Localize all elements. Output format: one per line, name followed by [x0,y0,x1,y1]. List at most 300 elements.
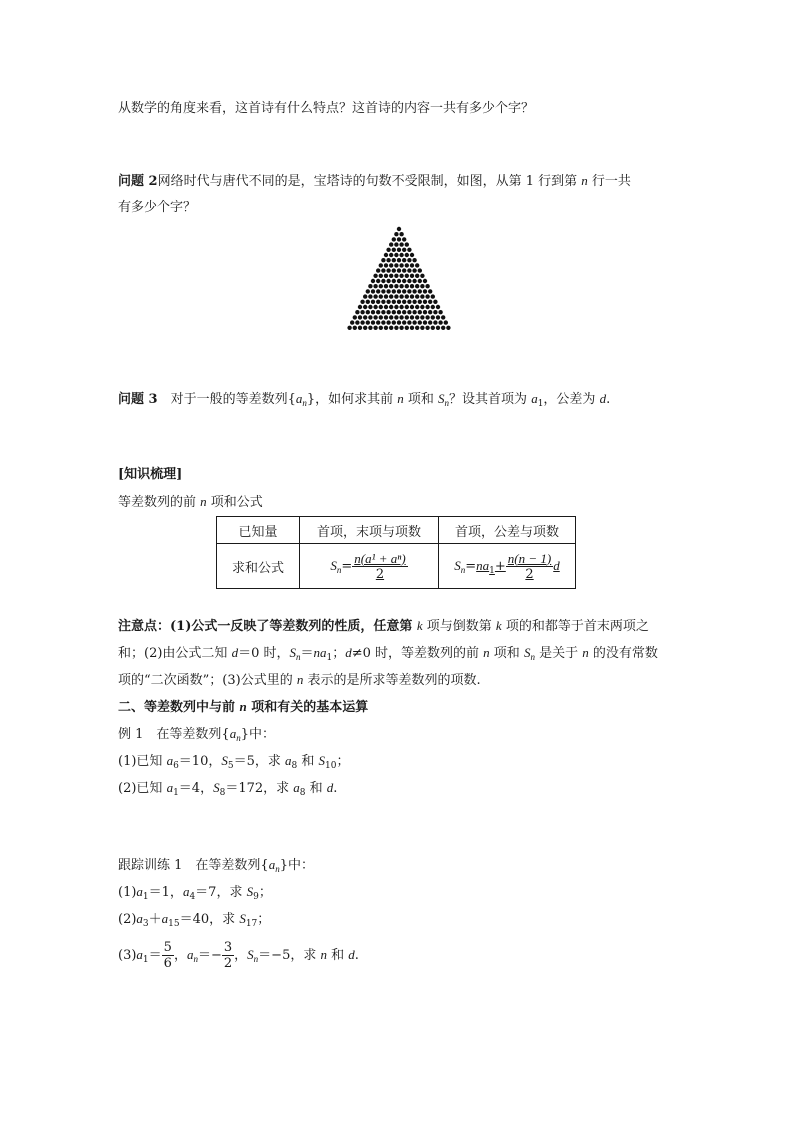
pyramid-dot [399,232,403,236]
track-1-title [118,856,314,875]
pyramid-dot [420,326,424,330]
var-n: n [397,391,404,406]
pyramid-dot [389,253,393,257]
pyramid-dot [425,294,429,298]
pyramid-dot [376,279,380,283]
knowledge-subtitle [118,493,263,512]
tr-text: ＝1， [148,885,183,900]
pyramid-dot [402,258,406,262]
sub: 3 [142,919,149,929]
question-2-text: 网络时代与唐代不同的是，宝塔诗的句数不受限制，如图，从第 1 行到第 [157,174,582,189]
pyramid-dot [410,284,414,288]
pyramid-dot [371,279,375,283]
pyramid-dot [402,248,406,252]
sub-1: 1 [489,565,495,576]
pyramid-dot [423,310,427,314]
var-d: d [348,947,355,962]
sub: 10 [324,761,337,771]
ex-text: 和 [297,754,319,769]
note-text: 的没有常数 [588,646,658,661]
q3-text: 对于一般的等差数列{ [170,392,296,407]
pyramid-dot [420,284,424,288]
knowledge-heading: [知识梳理] [118,467,183,482]
pyramid-dot [446,326,450,330]
pyramid-dot [386,289,390,293]
q3-text: . [606,392,611,407]
table-header: 首项，公差与项数 [439,517,576,544]
var-a: a [136,884,143,899]
pyramid-dot [402,268,406,272]
var-d: d [553,557,560,573]
pyramid-dot [436,315,440,319]
pyramid-dot [392,320,396,324]
pyramid-dot [389,274,393,278]
pyramid-dot [386,268,390,272]
pyramid-dot [405,253,409,257]
pyramid-dot [376,289,380,293]
pyramid-dot [438,310,442,314]
question-3 [118,390,610,409]
tr-text: (3) [118,948,137,963]
var-a: a [182,884,190,899]
note-text: 表示的是所求等差数列的项数. [303,673,481,688]
table-header: 已知量 [217,517,300,544]
pyramid-dot [420,315,424,319]
pyramid-dot [384,294,388,298]
tr-text: (1) [118,885,137,900]
pyramid-dot [418,300,422,304]
pyramid-dot [415,326,419,330]
pyramid-dot [394,315,398,319]
pyramid-dot [399,253,403,257]
q3-text: ？设其首项为 [449,392,532,407]
var-S: S [221,753,228,768]
note-text: 和；(2)由公式二知 [118,646,232,661]
pyramid-dot [376,310,380,314]
pyramid-dot [360,310,364,314]
pyramid-dot [394,284,398,288]
note-text: 项的和都等于首末两项之 [501,619,649,634]
pyramid-dot [425,315,429,319]
var-k: k [495,618,502,633]
section-2-heading [118,698,368,717]
tr-text: 跟踪训练 1 在等差数列{ [118,858,269,873]
pyramid-dot [415,294,419,298]
pyramid-dot [415,263,419,267]
tr-text: (2) [118,912,137,927]
var-n: n [582,645,589,660]
note-text: ； [332,646,346,661]
pyramid-dot [386,258,390,262]
pyramid-dot [373,326,377,330]
sub: 8 [219,788,226,798]
pyramid-dot [405,305,409,309]
pyramid-dot [415,284,419,288]
pyramid-dot [405,294,409,298]
pyramid-dot [418,268,422,272]
pyramid-dot [402,300,406,304]
pyramid-dot [433,300,437,304]
pyramid-dot [373,305,377,309]
pyramid-dot [360,300,364,304]
sub: 1 [142,892,149,902]
pyramid-dot [410,274,414,278]
pyramid-dot [389,284,393,288]
pyramid-dot [431,305,435,309]
fraction [352,551,407,582]
pyramid-dot [384,274,388,278]
pyramid-dot [399,274,403,278]
pyramid-dot [410,294,414,298]
note-line-2 [118,644,658,663]
pyramid-dot [384,305,388,309]
pyramid-dot [355,320,359,324]
var-n: n [320,947,327,962]
var-a: a [136,911,143,926]
pyramid-dot [379,263,383,267]
var-d: d [345,645,352,660]
pyramid-dot [402,310,406,314]
pyramid-dot [441,315,445,319]
ex-text: ＝4， [178,781,214,796]
sub-n: n [295,652,301,662]
pyramid-dot [433,320,437,324]
pyramid-dot [373,274,377,278]
pyramid-dot [431,315,435,319]
note-text: 项与倒数第 [422,619,496,634]
denominator: 6 [163,956,172,971]
pyramid-dot [418,310,422,314]
var-a: a [166,780,174,795]
pyramid-dot [399,263,403,267]
pyramid-dot [399,284,403,288]
pyramid-dot [407,258,411,262]
plus: + [494,558,506,574]
pyramid-dot [412,320,416,324]
equals: = [465,558,477,574]
denominator: 2 [375,566,385,582]
pyramid-dot [366,320,370,324]
tr-text: }中： [279,858,314,873]
pyramid-dot [397,300,401,304]
pyramid-dot [415,274,419,278]
pyramid-dot [423,289,427,293]
pyramid-dot [392,300,396,304]
pyramid-dot [381,258,385,262]
formula-1 [300,544,439,589]
ex-text: ＝172，求 [225,781,294,796]
question-2-text: 行一共 [587,174,631,189]
pyramid-dot [410,326,414,330]
question-3-label: 问题 3 [118,392,158,407]
ex-text: ； [336,754,350,769]
pyramid-dot [397,227,401,231]
pyramid-dot [353,315,357,319]
var-a: a [284,753,292,768]
pyramid-dot [394,263,398,267]
pyramid-dot [412,268,416,272]
pyramid-dot [399,294,403,298]
var-n: n [239,699,247,714]
sub-n: n [336,564,342,575]
pyramid-dot [368,305,372,309]
pyramid-dot [373,315,377,319]
var-n: n [296,672,304,687]
pyramid-dot [433,310,437,314]
q3-text: }，如何求其前 [306,392,398,407]
note-line-1 [118,617,649,636]
tr-text: ， [173,948,187,963]
pyramid-dot [405,263,409,267]
pyramid-dot [368,294,372,298]
pyramid-dot [399,242,403,246]
pyramid-dot [397,279,401,283]
pyramid-dot [397,310,401,314]
pyramid-figure [346,226,452,332]
pyramid-dot [368,315,372,319]
var-n: n [200,494,207,509]
pyramid-dot [358,315,362,319]
pyramid-dot [405,326,409,330]
pyramid-dot [389,294,393,298]
pyramid-dot [441,326,445,330]
pyramid-dot [379,284,383,288]
pyramid-dot [399,326,403,330]
sub: 9 [253,892,259,902]
pyramid-dot [420,305,424,309]
sub-n: n [460,564,466,575]
example-1-title [118,725,275,744]
pyramid-dot [392,258,396,262]
var-a: a [161,911,169,926]
pyramid-dot [397,258,401,262]
pyramid-dot [407,289,411,293]
pyramid-dot [428,320,432,324]
note-text: ＝0 时， [238,646,290,661]
pyramid-dot [407,310,411,314]
pyramid-dot [360,320,364,324]
sub: 1 [142,955,149,965]
fraction [162,940,174,971]
pyramid-dot [381,310,385,314]
pyramid-dot [428,300,432,304]
pyramid-dot [384,253,388,257]
pyramid-dot [431,326,435,330]
var-S: S [523,645,531,660]
sub-n: n [236,733,241,743]
pyramid-dot [397,268,401,272]
var-S: S [239,911,246,926]
equals: = [341,558,353,574]
pyramid-dot [405,242,409,246]
var-S: S [246,884,254,899]
pyramid-dot [410,263,414,267]
pyramid-dot [389,242,393,246]
pyramid-dot [373,294,377,298]
heading-text: 项和有关的基本运算 [246,700,369,715]
numerator: 5 [163,940,172,955]
var-n: n [581,173,588,188]
ex-text: (2)已知 [118,781,167,796]
pyramid-dot [379,274,383,278]
ex-text: 和 [305,781,327,796]
pyramid-dot [371,320,375,324]
pyramid-dot [381,279,385,283]
pyramid-dot [358,305,362,309]
sub: 8 [291,761,298,771]
ex-text: ＝10， [178,754,222,769]
pyramid-dot [350,320,354,324]
pyramid-dot [436,326,440,330]
sub: 8 [299,788,306,798]
pyramid-dot [438,320,442,324]
sub: 1 [173,788,179,798]
pyramid-dot [428,289,432,293]
sub-1: 1 [326,653,333,663]
tr-text: ＝−5，求 [258,948,321,963]
question-2-line-1 [118,172,631,191]
subtitle-text: 等差数列的前 [118,495,201,510]
pyramid-dot [389,263,393,267]
pyramid-dot [363,305,367,309]
pyramid-dot [392,279,396,283]
pyramid-dot [389,305,393,309]
sub-n: n [444,398,450,408]
note-text: ≠0 时，等差数列的前 [351,646,484,661]
pyramid-dot [399,315,403,319]
var-d: d [326,780,334,795]
pyramid-dot [376,268,380,272]
ex-text: }中： [240,727,275,742]
pyramid-dot [418,320,422,324]
term-na: na [313,645,327,660]
pyramid-dot [379,294,383,298]
tr-text: ， [234,948,248,963]
var-a: a [186,947,194,962]
pyramid-dot [394,274,398,278]
pyramid-dot [423,300,427,304]
pyramid-dot [392,248,396,252]
note-text: 是关于 [534,646,583,661]
pyramid-dot [386,320,390,324]
pyramid-dot [415,305,419,309]
pyramid-dot [371,300,375,304]
pyramid-dot [412,258,416,262]
pyramid-dot [407,279,411,283]
pyramid-dot [394,242,398,246]
pyramid-dot [386,310,390,314]
numerator: 3 [223,940,233,955]
pyramid-dot [407,320,411,324]
ex-text: . [333,781,338,796]
pyramid-dot [412,289,416,293]
pyramid-dot [347,326,351,330]
pyramid-dot [353,326,357,330]
var-a: a [295,391,303,406]
var-a: a [136,947,143,962]
pyramid-dot [384,315,388,319]
pyramid-dot [402,320,406,324]
pyramid-dot [394,326,398,330]
pyramid-dot [376,300,380,304]
sub-n: n [193,954,198,964]
pyramid-dot [389,326,393,330]
note-line-3 [118,671,481,690]
tr-text: ＝− [197,948,222,963]
pyramid-dot [397,237,401,241]
note-text: 注意点：(1)公式一反映了等差数列的性质，任意第 [118,619,417,634]
pyramid-dot [394,232,398,236]
pyramid-dot [428,310,432,314]
pyramid-dot [423,320,427,324]
pyramid-dot [420,294,424,298]
pyramid-dot [394,294,398,298]
pyramid-dot [384,284,388,288]
pyramid-dot [379,326,383,330]
sub-n: n [253,954,259,964]
pyramid-dot [394,305,398,309]
pyramid-dot [392,310,396,314]
pyramid-dot [392,289,396,293]
pyramid-dot [368,284,372,288]
var-S: S [318,753,325,768]
pyramid-dot [397,320,401,324]
pyramid-dot [368,326,372,330]
pyramid-dot [423,279,427,283]
pyramid-dot [412,279,416,283]
var-d: d [231,645,239,660]
var-a: a [268,857,276,872]
pyramid-dot [386,248,390,252]
pyramid-dot [405,315,409,319]
pyramid-dot [386,300,390,304]
pyramid-dot [436,305,440,309]
var-a: a [229,726,237,741]
subtitle-text: 项和公式 [206,495,263,510]
tr-text: ＝40，求 [179,912,240,927]
pyramid-dot [381,300,385,304]
ex-text: (1)已知 [118,754,167,769]
pyramid-dot [366,289,370,293]
pyramid-dot [420,274,424,278]
tr-text: ＝7，求 [195,885,247,900]
pyramid-dot [405,274,409,278]
pyramid-dot [407,248,411,252]
table-header: 首项，末项与项数 [300,517,439,544]
pyramid-dot [402,237,406,241]
fraction [506,551,553,582]
pyramid-dot [444,320,448,324]
var-S: S [213,780,220,795]
sub-n: n [530,652,535,662]
sub: 4 [189,892,196,902]
var-S: S [289,645,296,660]
tr-text: ； [258,885,272,900]
pyramid-dot [376,320,380,324]
pyramid-dot [399,305,403,309]
pyramid-dot [366,300,370,304]
pyramid-dot [410,305,414,309]
note-text: 项的“二次函数”；(3)公式里的 [118,673,297,688]
pyramid-dot [405,284,409,288]
numerator: n(a¹ + aⁿ) [354,550,406,566]
var-a: a [531,391,538,406]
pyramid-dot [394,253,398,257]
intro-question: 从数学的角度来看，这首诗有什么特点？这首诗的内容一共有多少个字？ [118,101,535,116]
var-k: k [416,618,423,633]
var-a: a [166,753,174,768]
var-S: S [454,557,461,573]
